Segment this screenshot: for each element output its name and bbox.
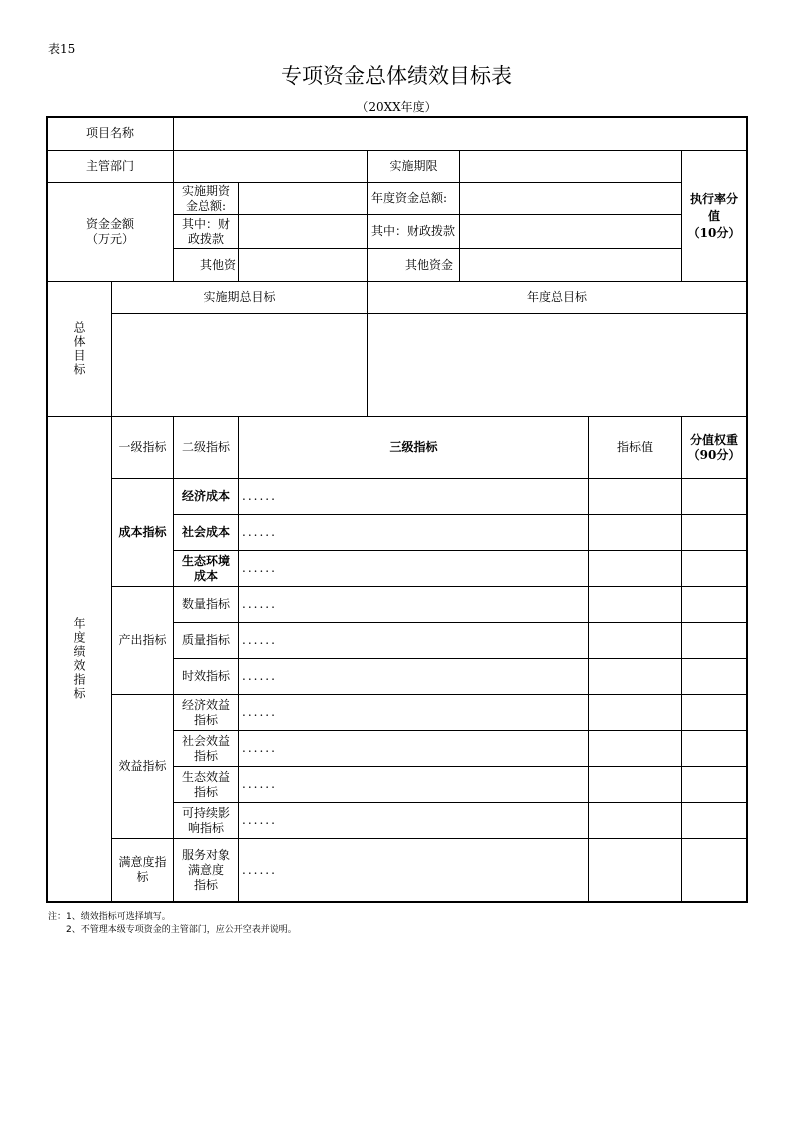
label-impl-total-a: 实施期资 xyxy=(181,183,230,198)
group-satisfaction xyxy=(112,839,173,901)
l2-sustainability-b: 响指标 xyxy=(187,820,224,835)
label-overall-goal xyxy=(47,282,111,416)
label-exec-rate-b: 值 xyxy=(707,208,720,223)
label-impl-fiscal xyxy=(174,215,238,248)
group-satisfaction-a: 满意度指 xyxy=(118,855,167,869)
label-dept: 主管部门 xyxy=(85,159,134,173)
l3-cell[interactable]: ...... xyxy=(242,777,277,791)
group-output: 产出指标 xyxy=(118,633,167,647)
l2-social-cost: 社会成本 xyxy=(181,525,230,539)
l3-cell[interactable]: ...... xyxy=(242,813,277,827)
l3-cell[interactable]: ...... xyxy=(242,741,277,755)
label-impl-other: 其他资 xyxy=(199,257,236,272)
l2-economic-cost: 经济成本 xyxy=(181,489,230,503)
input-annual-fiscal[interactable] xyxy=(460,215,681,248)
group-satisfaction-b: 标 xyxy=(136,870,149,884)
l2-eco-cost xyxy=(174,551,238,586)
input-impl-other[interactable] xyxy=(239,249,367,281)
l2-eco-benefit xyxy=(174,767,238,802)
l2-service-satisfaction-a: 服务对象 xyxy=(181,847,230,862)
l2-service-satisfaction-c: 指标 xyxy=(193,877,218,892)
label-annual-other: 其他资金 xyxy=(404,257,453,272)
input-project-name[interactable] xyxy=(174,117,746,150)
label-annual-total: 年度资金总额: xyxy=(371,191,448,205)
l2-eco-cost-a: 生态环境 xyxy=(181,553,230,568)
label-annual-perf xyxy=(47,417,111,901)
l3-cell[interactable]: ...... xyxy=(242,597,277,611)
l3-cell[interactable]: ...... xyxy=(242,669,277,683)
label-exec-rate-a: 执行率分 xyxy=(689,191,738,206)
label-impl-total xyxy=(174,183,238,214)
l3-cell[interactable]: ...... xyxy=(242,705,277,719)
l2-social-benefit-b: 指标 xyxy=(193,748,218,763)
l2-economic-benefit-a: 经济效益 xyxy=(181,697,230,712)
label-impl-goal: 实施期总目标 xyxy=(203,290,276,304)
group-benefit: 效益指标 xyxy=(118,759,167,773)
label-project-name: 项目名称 xyxy=(85,126,134,140)
input-impl-fiscal[interactable] xyxy=(239,215,367,248)
l3-cell[interactable]: ...... xyxy=(242,489,277,503)
label-annual-goal: 年度总目标 xyxy=(526,290,587,304)
header-weight-a: 分值权重 xyxy=(689,432,738,447)
l2-timeliness: 时效指标 xyxy=(181,669,230,683)
label-impl-total-b: 金总额: xyxy=(185,198,227,213)
input-period[interactable] xyxy=(460,151,681,182)
input-annual-goal[interactable] xyxy=(368,314,746,416)
l2-sustainability xyxy=(174,803,238,838)
note-2: 2、不管理本级专项资金的主管部门，应公开空表并说明。 xyxy=(66,925,297,935)
note-1: 注：1、绩效指标可选择填写。 xyxy=(48,912,171,922)
l2-eco-cost-b: 成本 xyxy=(193,568,218,583)
header-weight xyxy=(682,417,746,478)
label-impl-fiscal-a: 其中：财 xyxy=(181,216,230,231)
input-impl-goal[interactable] xyxy=(112,314,367,416)
l2-social-benefit xyxy=(174,731,238,766)
l2-service-satisfaction xyxy=(174,839,238,901)
input-dept[interactable] xyxy=(174,151,367,182)
label-funds-line1: 资金金额 xyxy=(85,217,134,231)
header-value: 指标值 xyxy=(616,440,653,454)
page-subtitle: （20XX年度） xyxy=(356,100,437,114)
header-lvl1: 一级指标 xyxy=(118,440,167,454)
label-annual-perf-text: 年度绩效指标 xyxy=(72,617,86,701)
input-annual-other[interactable] xyxy=(460,249,681,281)
label-impl-fiscal-b: 政拨款 xyxy=(187,231,224,246)
l2-economic-benefit-b: 指标 xyxy=(193,712,218,727)
label-annual-fiscal: 其中：财政拨款 xyxy=(371,224,456,238)
l3-cell[interactable]: ...... xyxy=(242,862,277,877)
header-lvl3: 三级指标 xyxy=(389,440,438,454)
label-period: 实施期限 xyxy=(389,159,438,173)
l2-eco-benefit-a: 生态效益 xyxy=(181,769,230,784)
label-overall-goal-text: 总体目标 xyxy=(72,321,86,377)
label-funds xyxy=(47,183,173,281)
input-impl-total[interactable] xyxy=(239,183,367,214)
l3-cell[interactable]: ...... xyxy=(242,561,277,575)
label-exec-rate xyxy=(682,151,746,281)
l2-quality: 质量指标 xyxy=(181,633,230,647)
l2-eco-benefit-b: 指标 xyxy=(193,784,218,799)
l2-service-satisfaction-b: 满意度 xyxy=(187,862,224,877)
l2-social-benefit-a: 社会效益 xyxy=(181,733,230,748)
table-number: 表15 xyxy=(48,42,76,56)
header-weight-b: （90分） xyxy=(687,447,741,462)
l2-economic-benefit xyxy=(174,695,238,730)
label-funds-line2: （万元） xyxy=(85,232,134,246)
l2-sustainability-a: 可持续影 xyxy=(181,805,230,820)
input-annual-total[interactable] xyxy=(460,183,681,214)
header-lvl2: 二级指标 xyxy=(181,440,230,454)
label-exec-rate-c: （10分） xyxy=(687,225,741,240)
group-cost: 成本指标 xyxy=(118,525,167,539)
l3-cell[interactable]: ...... xyxy=(242,633,277,647)
l3-cell[interactable]: ...... xyxy=(242,525,277,539)
l2-quantity: 数量指标 xyxy=(181,597,230,611)
page-title: 专项资金总体绩效目标表 xyxy=(281,64,512,88)
